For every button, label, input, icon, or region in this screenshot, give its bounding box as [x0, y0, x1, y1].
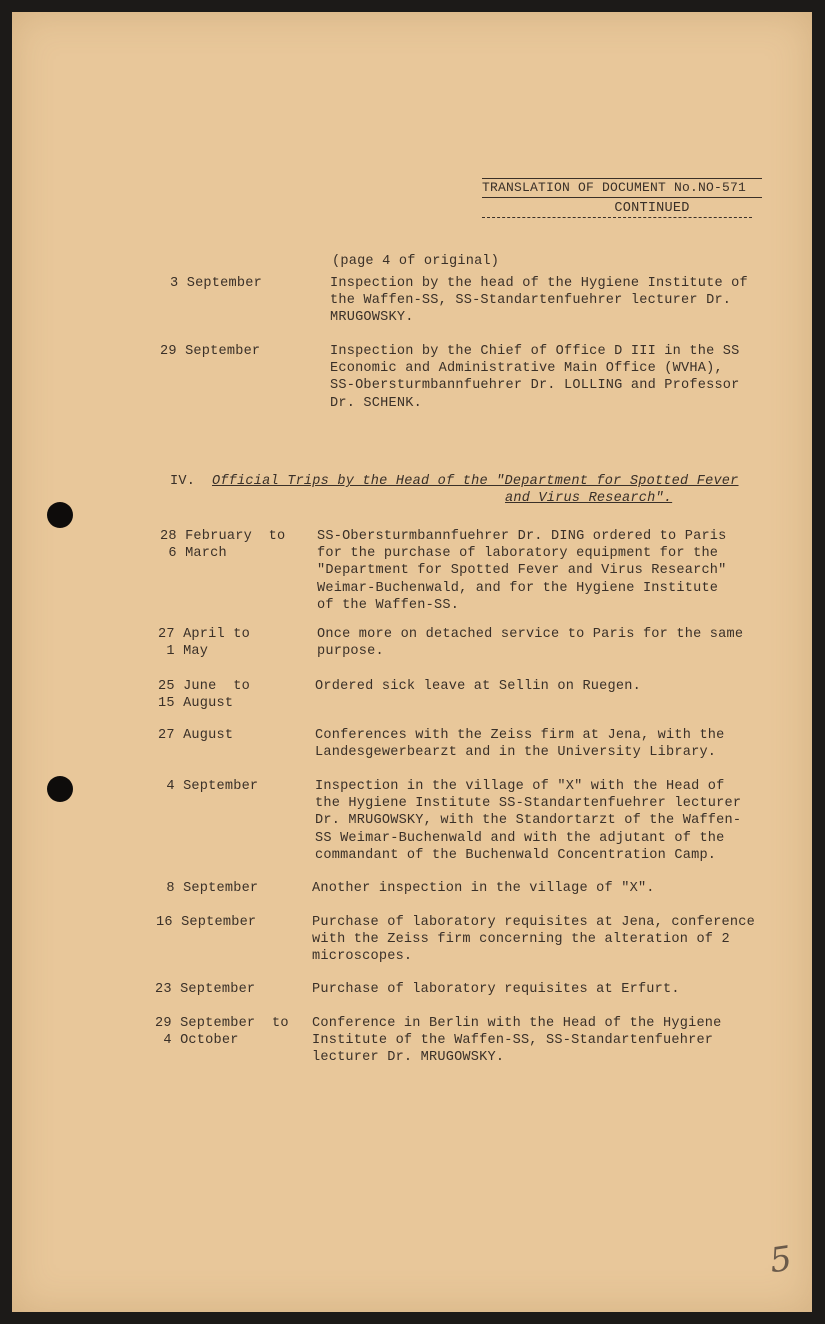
- entry-date: 27 April to 1 May: [158, 627, 250, 660]
- entry-date: 16 September: [156, 915, 257, 930]
- punch-hole: [47, 502, 73, 528]
- entry-text: Ordered sick leave at Sellin on Ruegen.: [315, 679, 641, 694]
- entry-text: SS-Obersturmbannfuehrer Dr. DING ordered to Paris for the purchase of laboratory equipment for the "Department for Spotted Fever and Virus Research" Weimar-Buchenwald, and for the Hygiene Institute of the Waffen-SS.: [317, 529, 727, 613]
- page-note: (page 4 of original): [332, 254, 500, 269]
- handwritten-page-number: 5: [767, 1238, 795, 1282]
- entry-text: Once more on detached service to Paris for the same purpose.: [317, 627, 744, 660]
- entry-text: Purchase of laboratory requisites at Erfurt.: [312, 982, 680, 997]
- section-title-line1: Official Trips by the Head of the "Department for Spotted Fever: [212, 474, 739, 489]
- entry-date: 3 September: [170, 276, 262, 291]
- document-header: [482, 178, 762, 218]
- entry-date: 27 August: [158, 728, 234, 743]
- document-page: [12, 12, 812, 1312]
- entry-text: Inspection by the Chief of Office D III in the SS Economic and Administrative Main Office (WVHA), SS-Obersturmbannfuehrer Dr. LOLLING and Professor Dr. SCHENK.: [330, 344, 740, 411]
- section-number: IV.: [170, 474, 196, 489]
- header-title: TRANSLATION OF DOCUMENT No.NO-571: [482, 178, 762, 198]
- entry-text: Inspection by the head of the Hygiene Institute of the Waffen-SS, SS-Standartenfuehrer lecturer Dr. MRUGOWSKY.: [330, 276, 748, 326]
- entry-text: Conferences with the Zeiss firm at Jena, with the Landesgewerbearzt and in the University Library.: [315, 728, 725, 761]
- entry-date: 28 February to 6 March: [160, 529, 286, 562]
- entry-text: Inspection in the village of "X" with the Head of the Hygiene Institute SS-Standartenfuehrer lecturer Dr. MRUGOWSKY, with the Standortarzt of the Waffen- SS Weimar-Buchenwald and with the adjutant of the commandant of the Buchenwald Concentration Camp.: [315, 779, 742, 863]
- header-subtitle: CONTINUED: [482, 200, 752, 218]
- entry-text: Another inspection in the village of "X".: [312, 881, 655, 896]
- punch-hole: [47, 776, 73, 802]
- entry-date: 29 September: [160, 344, 261, 359]
- entry-date: 23 September: [155, 982, 256, 997]
- entry-text: Purchase of laboratory requisites at Jena, conference with the Zeiss firm concerning the alteration of 2 microscopes.: [312, 915, 755, 965]
- entry-date: 29 September to 4 October: [155, 1016, 289, 1049]
- entry-date: 25 June to 15 August: [158, 679, 250, 712]
- entry-text: Conference in Berlin with the Head of the Hygiene Institute of the Waffen-SS, SS-Standartenfuehrer lecturer Dr. MRUGOWSKY.: [312, 1016, 722, 1066]
- entry-date: 4 September: [158, 779, 259, 794]
- entry-date: 8 September: [158, 881, 259, 896]
- section-title-line2: and Virus Research".: [505, 491, 673, 506]
